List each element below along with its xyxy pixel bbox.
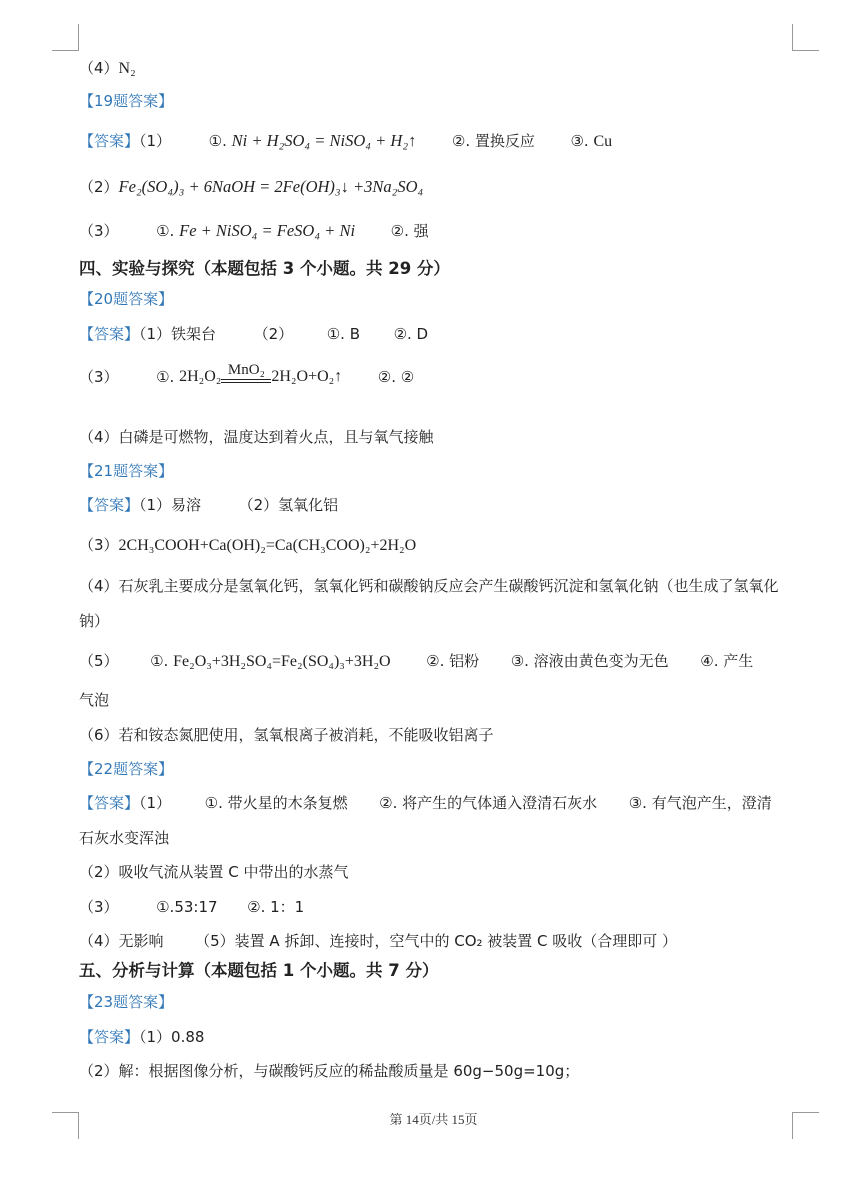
q22-part3 [79,897,801,917]
q19-p1-n2: ②. [451,132,471,150]
q19-p1-a2: 置换反应 [474,132,535,150]
q19-answer-tag: 【答案】 [79,132,140,150]
q23-answer-tag: 【答案】 [79,1028,140,1046]
q19-tag: 【19题答案】 [79,92,174,110]
q21-p2: （2）氢氧化铝 [238,496,339,514]
q21-p5-n1: ①. [150,652,169,670]
q21-p5-n3: ③. 溶液由黄色变为无色 [510,652,669,670]
q19-p3-equation: Fe + NiSO₄ = FeSO₄ + Ni [179,221,356,240]
q22-part4-5 [79,931,801,951]
q19-p1-label: （1） [139,132,172,150]
q22-p1-n3: ③. 有气泡产生，澄清 [628,794,772,812]
q21-p5-n2: ②. 铝粉 [426,652,480,670]
q21-answer-tag: 【答案】 [79,496,140,514]
q22-p3-n1: ①.53:17 [156,898,218,916]
q19-part2 [79,177,801,197]
q18-item4 [79,58,801,79]
crop-mark-top-right [792,24,819,51]
q21-part5 [79,651,801,672]
q22-p1-label: （1） [139,794,172,812]
q19-p1-a3: Cu [593,133,613,150]
q20-p2-n1: ①. B [326,325,361,343]
q21-p5-equation: Fe₂O₃+3H₂SO₄=Fe₂(SO₄)₃+3H₂O [173,653,391,670]
q21-p4-line1: （4）石灰乳主要成分是氢氧化钙，氢氧化钙和碳酸钠反应会产生碳酸钙沉淀和氢氧化钠（也生成了氢氧化 [79,577,779,595]
q19-p2-label: （2） [79,178,119,196]
q20-part3 [79,362,801,387]
q22-p3-n2: ②. 1：1 [247,898,305,916]
q21-p5-line2: 气泡 [79,691,110,709]
q22-p5: （5）装置 A 拆卸、连接时，空气中的 CO₂ 被装置 C 吸收（合理即可 ） [195,932,678,950]
q23-p1: （1）0.88 [139,1028,205,1046]
q20-p1: （1）铁架台 [139,325,217,343]
q18-item4-formula: N₂ [118,60,136,77]
page-footer: 第 14页/共 15页 [389,1112,478,1127]
q21-tag: 【21题答案】 [79,462,174,480]
q19-p1-n3: ③. [570,132,589,150]
q22-p1-n1: ①. 带火星的木条复燃 [204,794,348,812]
section4-heading: 四、实验与探究（本题包括 3 个小题。共 29 分） [79,259,450,278]
q21-part3 [79,535,801,556]
q22-part1 [79,793,801,813]
q21-p3-equation: 2CH₃COOH+Ca(OH)₂=Ca(CH₃COO)₂+2H₂O [118,537,417,554]
q22-p3-label: （3） [79,898,119,916]
q22-answer-tag: 【答案】 [79,794,140,812]
q20-tag: 【20题答案】 [79,290,174,308]
q20-p3-n2: ②. ② [377,368,415,386]
q19-p2-equation: Fe₂(SO₄)₃ + 6NaOH = 2Fe(OH)₃↓ +3Na₂SO₄ [118,177,424,196]
q20-p3-catalyst: MnO₂ [227,362,265,378]
q20-p3-catalyst-arrow [221,362,271,383]
q23-p2: （2）解：根据图像分析，与碳酸钙反应的稀盐酸质量是 60g−50g=10g； [79,1062,580,1080]
q19-p3-label: （3） [79,222,119,240]
q20-p3-left: 2H₂O₂ [179,368,222,385]
q20-p3-label: （3） [79,368,119,386]
q19-p1-equation: Ni + H₂SO₄ = NiSO₄ + H₂↑ [231,131,417,150]
q21-p3-label: （3） [79,536,119,554]
q20-p2-label: （2） [253,325,294,343]
q19-p3-n2: ②. [390,222,409,240]
crop-mark-top-left [52,24,79,51]
q20-p4: （4）白磷是可燃物，温度达到着火点，且与氧气接触 [79,428,434,446]
q20-p3-right: 2H₂O+O₂↑ [271,368,343,385]
q23-part1 [79,1027,801,1047]
q19-p1-n1: ①. [208,132,227,150]
q19-p3-a2: 强 [413,222,429,240]
q18-item4-label: （4） [79,59,119,77]
q19-p3-n1: ①. [156,222,175,240]
q21-p4-line2: 钠） [79,612,110,630]
q21-p5-n4: ④. 产生 [700,652,754,670]
q20-p3-n1: ①. [156,368,175,386]
q21-p1: （1）易溶 [139,496,202,514]
q20-part1-2 [79,324,801,344]
q22-p1-n2: ②. 将产生的气体通入澄清石灰水 [379,794,598,812]
section5-heading: 五、分析与计算（本题包括 1 个小题。共 7 分） [79,961,439,980]
q21-part1-2 [79,495,801,515]
q22-p1-line2: 石灰水变浑浊 [79,829,170,847]
q22-p4: （4）无影响 [79,932,164,950]
q21-p5-label: （5） [79,652,119,670]
q21-p6: （6）若和铵态氮肥使用，氢氧根离子被消耗，不能吸收铝离子 [79,726,494,744]
q19-part1 [79,131,801,152]
q20-answer-tag: 【答案】 [79,325,140,343]
q22-tag: 【22题答案】 [79,760,174,778]
q19-part3 [79,221,801,241]
q22-p2: （2）吸收气流从装置 C 中带出的水蒸气 [79,863,349,881]
q20-p2-n2: ②. D [393,325,429,343]
q23-tag: 【23题答案】 [79,993,174,1011]
